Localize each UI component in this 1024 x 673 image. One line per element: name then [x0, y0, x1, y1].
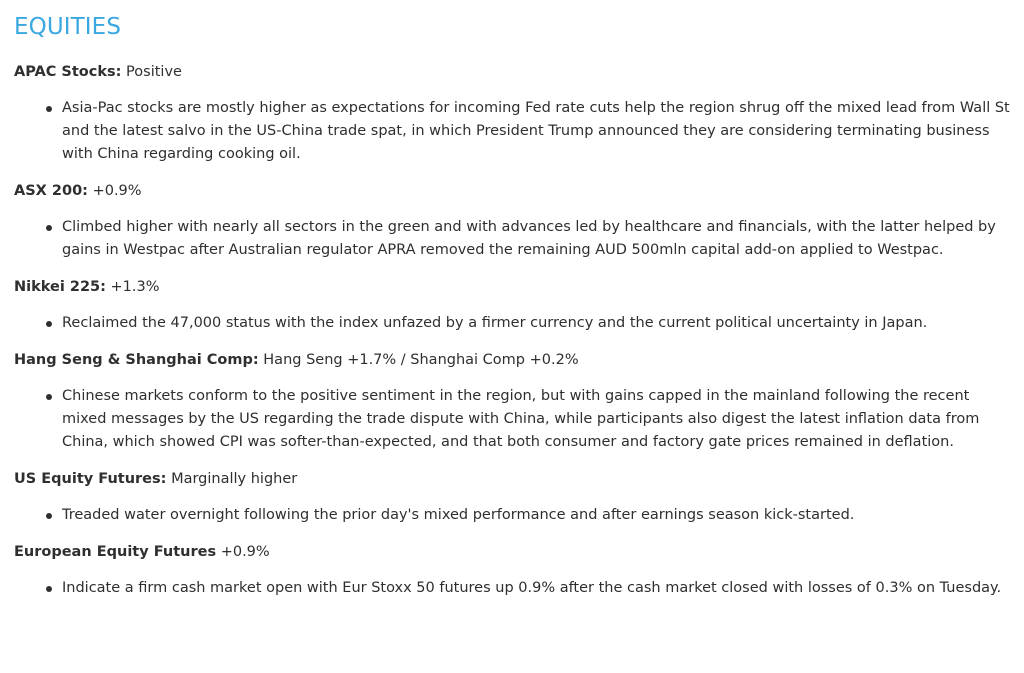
market-block-hangseng: [14, 349, 1010, 454]
market-label: European Equity Futures: [14, 544, 217, 560]
market-header: [14, 180, 1010, 202]
bullet-text: Indicate a firm cash market open with Eur Stoxx 50 futures up 0.9% after the cash market closed with losses of 0.3% on Tuesday.: [62, 580, 1002, 596]
bullet-text: Treaded water overnight following the prior day's mixed performance and after earnings season kick-started.: [62, 507, 855, 523]
market-header: [14, 349, 1010, 371]
market-label: US Equity Futures:: [14, 471, 167, 487]
bullet-dot-icon: [46, 321, 52, 327]
bullet-dot-icon: [46, 513, 52, 519]
bullet-dot-icon: [46, 586, 52, 592]
market-value: Hang Seng +1.7% / Shanghai Comp +0.2%: [263, 352, 579, 368]
market-value: +0.9%: [92, 183, 142, 199]
market-label: ASX 200:: [14, 183, 88, 199]
bullet-dot-icon: [46, 225, 52, 231]
market-label: Nikkei 225:: [14, 279, 106, 295]
market-label: APAC Stocks:: [14, 64, 122, 80]
bullet-item: [62, 216, 1010, 262]
bullet-list: [14, 216, 1010, 262]
bullet-dot-icon: [46, 106, 52, 112]
market-value: +1.3%: [110, 279, 160, 295]
bullet-item: [62, 385, 1010, 454]
bullet-text: Asia-Pac stocks are mostly higher as expectations for incoming Fed rate cuts help the region shrug off the mixed lead from Wall St and the latest salvo in the US-China trade spat, in which President Trump announced they are considering terminating business with China regarding cooking oil.: [62, 100, 1010, 162]
bullet-list: [14, 385, 1010, 454]
market-header: [14, 541, 1010, 563]
market-block-apac: [14, 61, 1010, 166]
bullet-item: [62, 577, 1010, 600]
bullet-item: [62, 97, 1010, 166]
bullet-list: [14, 577, 1010, 600]
bullet-item: [62, 504, 1010, 527]
market-block-eu-futures: [14, 541, 1010, 600]
market-value: Positive: [126, 64, 182, 80]
bullet-text: Chinese markets conform to the positive sentiment in the region, but with gains capped in the mainland following the recent mixed messages by the US regarding the trade dispute with China, while participants also digest the latest inflation data from China, which showed CPI was softer-than-expected, and that both consumer and factory gate prices remained in deflation.: [62, 388, 980, 450]
market-header: [14, 468, 1010, 490]
market-value: +0.9%: [220, 544, 270, 560]
bullet-list: [14, 504, 1010, 527]
market-header: [14, 61, 1010, 83]
market-block-us-futures: [14, 468, 1010, 527]
market-block-asx: [14, 180, 1010, 262]
market-label: Hang Seng & Shanghai Comp:: [14, 352, 259, 368]
bullet-item: [62, 312, 1010, 335]
market-block-nikkei: [14, 276, 1010, 335]
market-value: Marginally higher: [171, 471, 298, 487]
bullet-list: [14, 97, 1010, 166]
bullet-text: Climbed higher with nearly all sectors in the green and with advances led by healthcare and financials, with the latter helped by gains in Westpac after Australian regulator APRA removed the remaining AUD 500mln capital add-on applied to Westpac.: [62, 219, 996, 258]
bullet-text: Reclaimed the 47,000 status with the index unfazed by a firmer currency and the current political uncertainty in Japan.: [62, 315, 928, 331]
bullet-dot-icon: [46, 394, 52, 400]
section-title: EQUITIES: [14, 14, 122, 40]
bullet-list: [14, 312, 1010, 335]
market-header: [14, 276, 1010, 298]
